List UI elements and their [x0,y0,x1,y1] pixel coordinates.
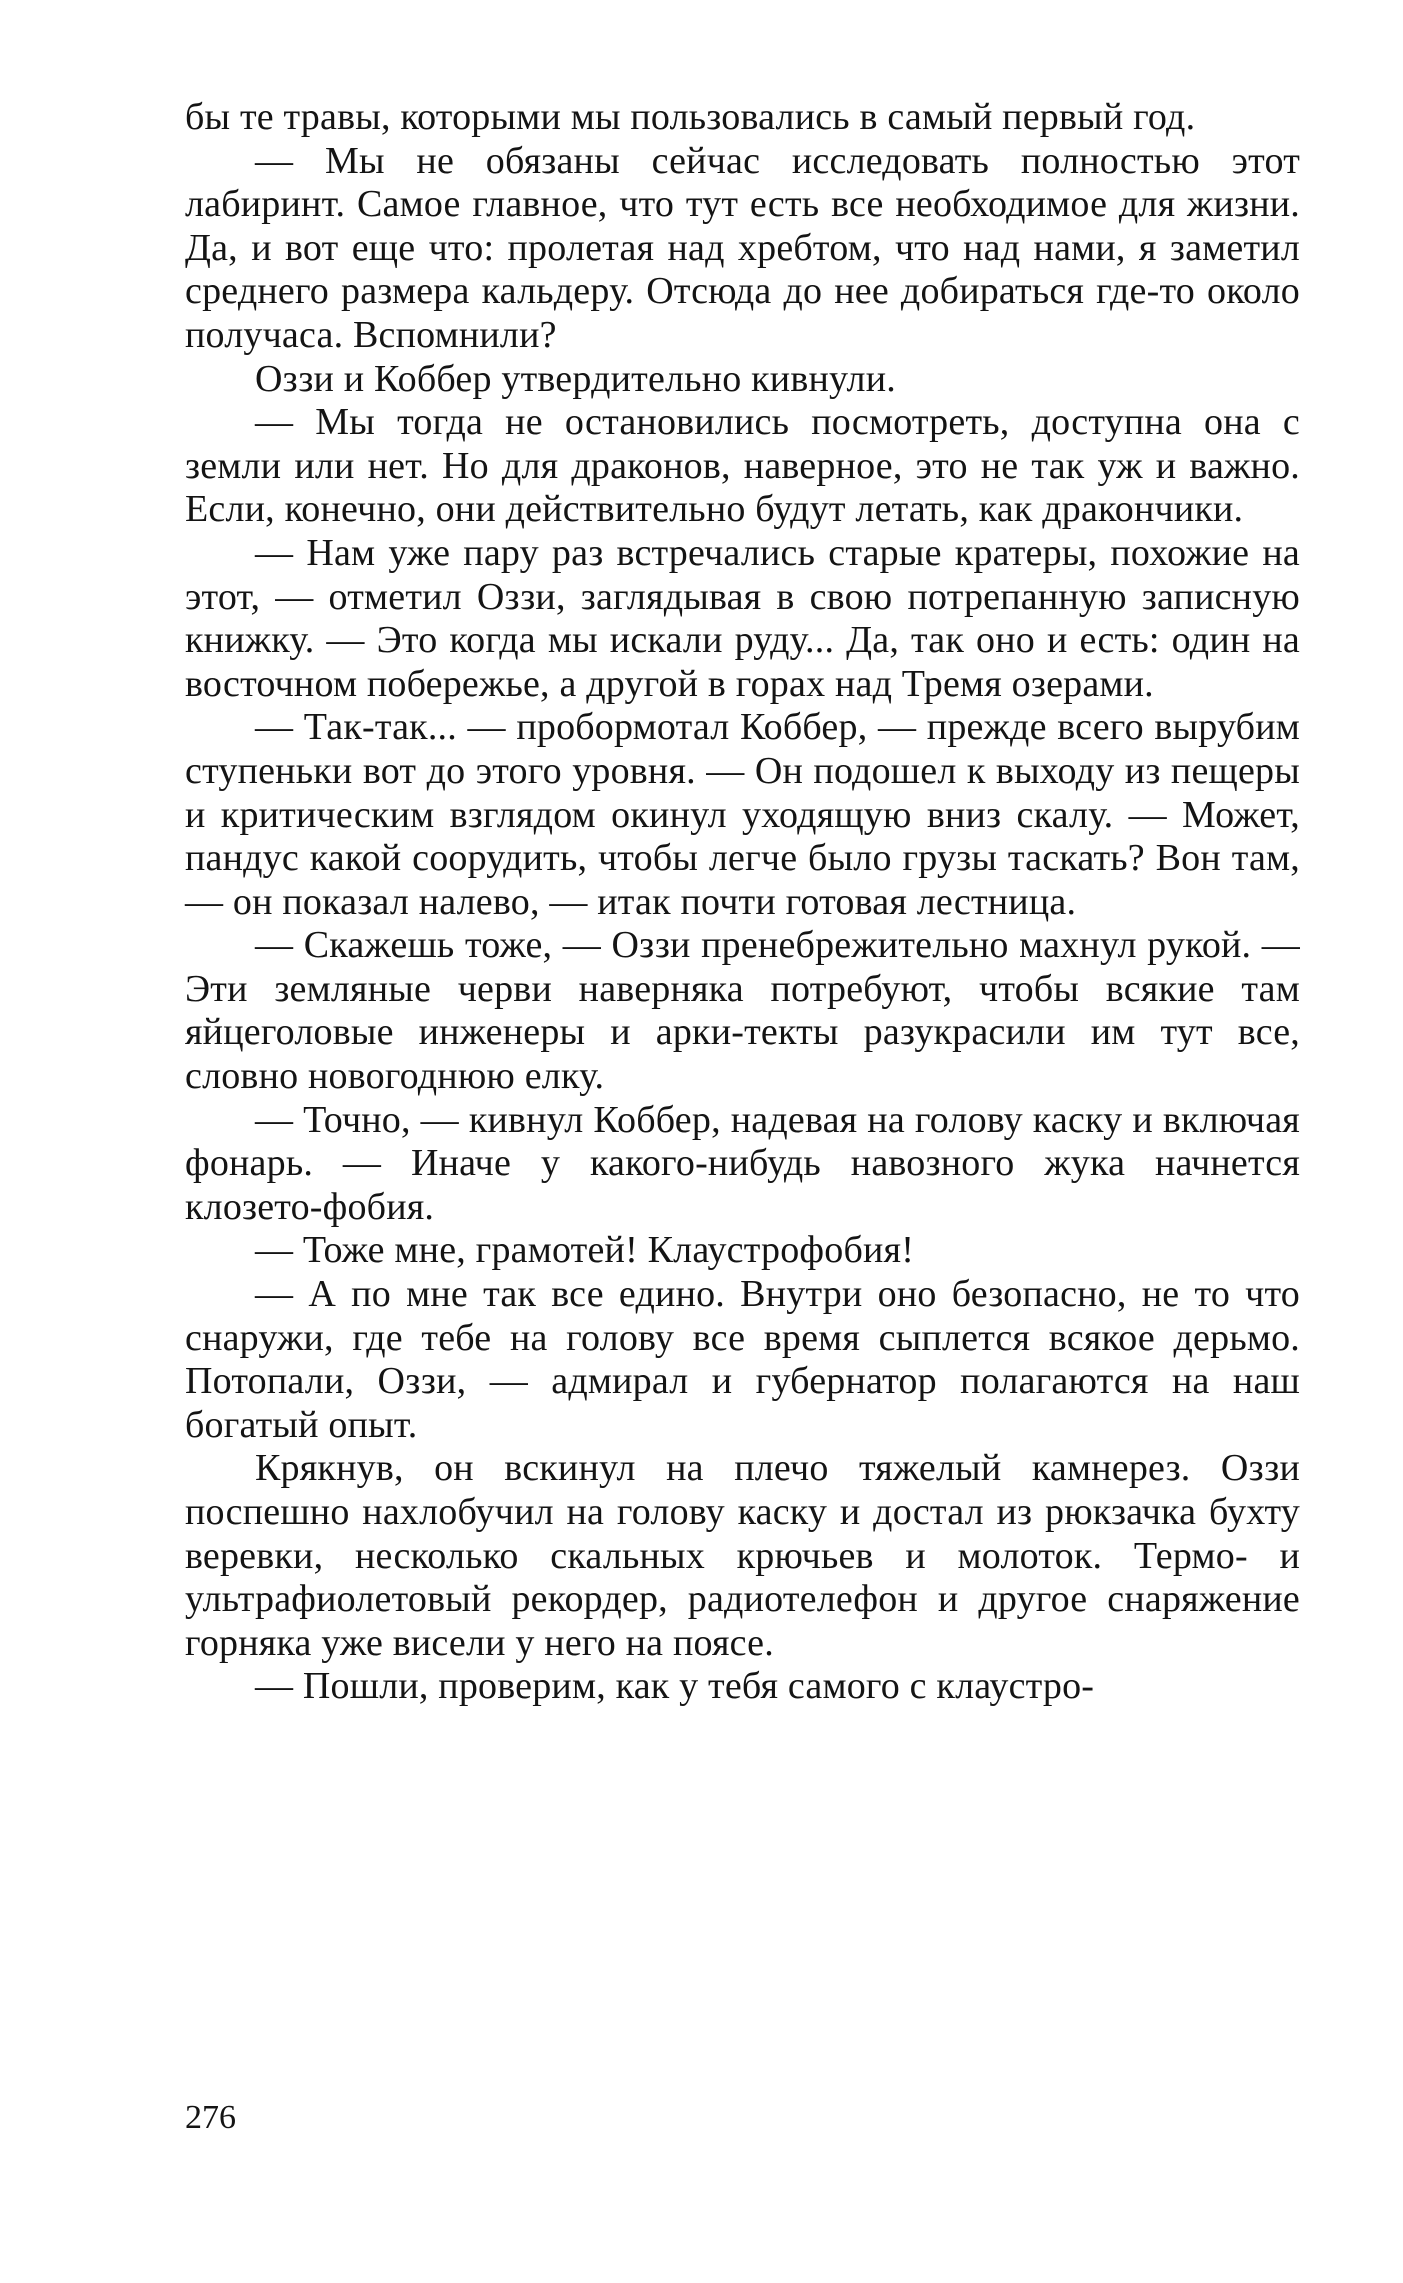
paragraph: — Скажешь тоже, — Оззи пренебрежительно махнул рукой. — Эти земляные черви наверняка потребуют, чтобы всякие там яйцеголовые инженеры и арки-текты разукрасили им тут все, словно новогоднюю елку. [185,924,1300,1098]
paragraph: — Мы не обязаны сейчас исследовать полностью этот лабиринт. Самое главное, что тут есть все необходимое для жизни. Да, и вот еще что: пролетая над хребтом, что над нами, я заметил среднего размера кальдеру. Отсюда до нее добираться где-то около получаса. Вспомнили? [185,139,1300,356]
paragraph: — Нам уже пару раз встречались старые кратеры, похожие на этот, — отметил Оззи, заглядывая в свою потрепанную записную книжку. — Это когда мы искали руду... Да, так оно и есть: один на восточном побережье, а другой в горах над Тремя озерами. [185,531,1300,705]
body-text [185,96,1300,1709]
paragraph: — Точно, — кивнул Коббер, надевая на голову каску и включая фонарь. — Иначе у какого-нибудь навозного жука начнется клозето-фобия. [185,1098,1300,1228]
paragraph: Оззи и Коббер утвердительно кивнули. [255,357,896,400]
paragraph-continuation: бы те травы, которыми мы пользовались в самый первый год. [185,96,1196,138]
paragraph: — А по мне так все едино. Внутри оно безопасно, не то что снаружи, где тебе на голову все время сыплется всякое дерьмо. Потопали, Оззи, — адмирал и губернатор полагаются на наш богатый опыт. [185,1273,1300,1446]
page-number: 276 [185,2099,236,2136]
paragraph: — Так-так... — пробормотал Коббер, — прежде всего вырубим ступеньки вот до этого уровня. — Он подошел к выходу из пещеры и критическим взглядом окинул уходящую вниз скалу. — Может, пандус какой соорудить, чтобы легче было грузы таскать? Вон там, — он показал налево, — итак почти готовая лестница. [185,706,1300,923]
paragraph: — Мы тогда не остановились посмотреть, доступна она с земли или нет. Но для драконов, наверное, это не так уж и важно. Если, конечно, они действительно будут летать, как дракончики. [185,401,1300,531]
paragraph: — Пошли, проверим, как у тебя самого с клаустро- [255,1665,1095,1708]
paragraph: — Тоже мне, грамотей! Клаустрофобия! [255,1229,915,1272]
paragraph: Крякнув, он вскинул на плечо тяжелый камнерез. Оззи поспешно нахлобучил на голову каску и достал из рюкзачка бухту веревки, несколько скальных крючьев и молоток. Термо- и ультрафиолетовый рекордер, радиотелефон и другое снаряжение горняка уже висели у него на поясе. [185,1447,1300,1664]
